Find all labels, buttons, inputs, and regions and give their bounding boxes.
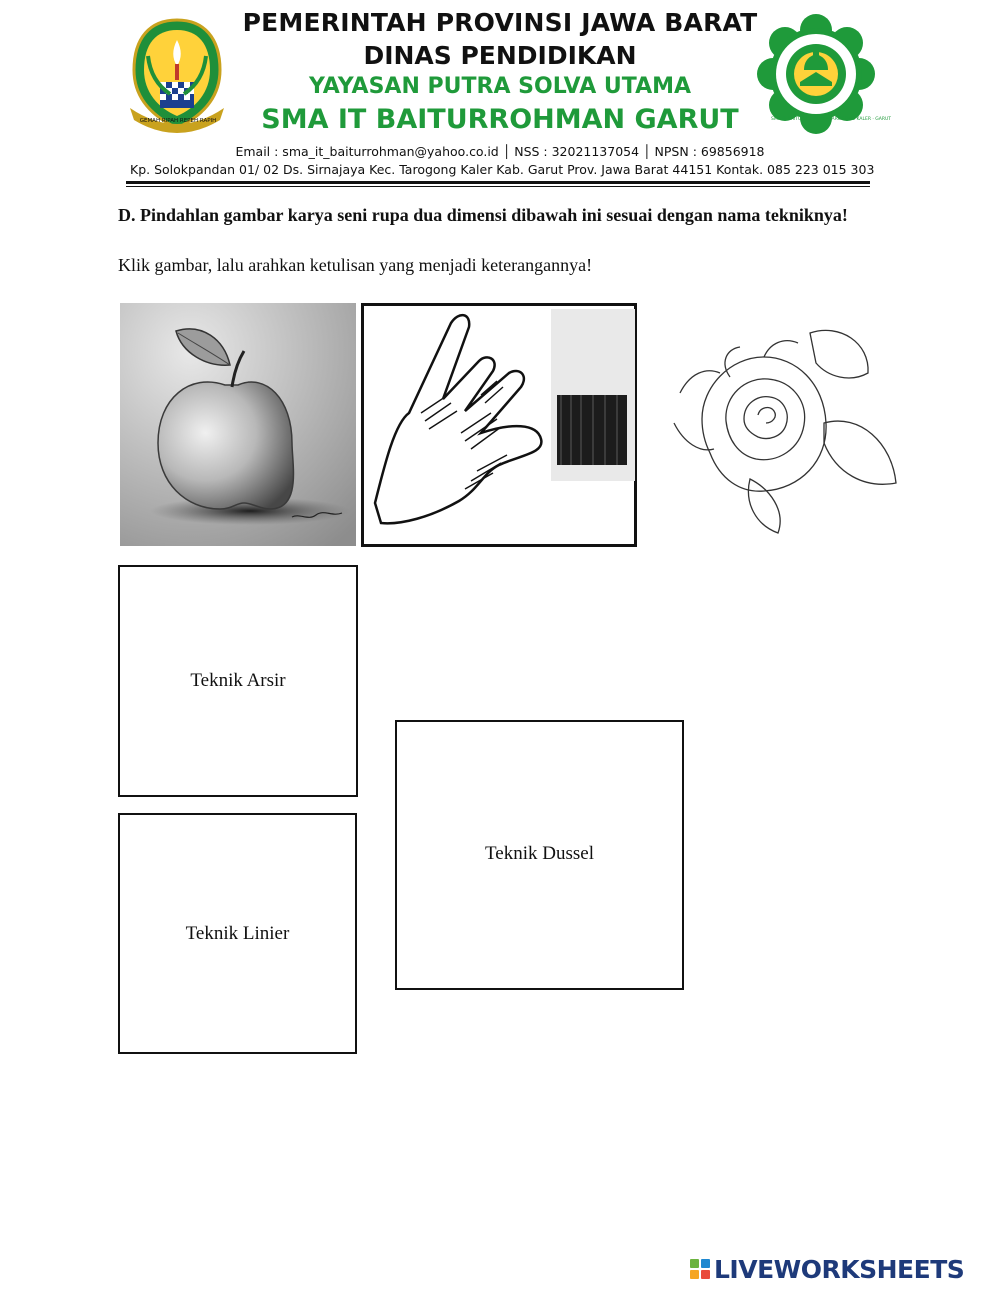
rose-line-image[interactable]: [660, 303, 904, 541]
letterhead-foundation: YAYASAN PUTRA SOLVA UTAMA: [308, 74, 692, 99]
letterhead-department: DINAS PENDIDIKAN: [363, 41, 637, 70]
liveworksheets-blocks-icon: [690, 1259, 710, 1279]
right-logo: [757, 14, 891, 134]
liveworksheets-wordmark: LIVEWORKSHEETS: [714, 1254, 965, 1284]
letterhead-rule-thin: [126, 186, 870, 187]
letterhead-school-name: SMA IT BAITURROHMAN GARUT: [261, 104, 739, 135]
right-logo-text: SMA IT BAITURROHMAN · TAROGONG KALER · GARUT: [771, 117, 891, 122]
left-logo-motto: GEMAH RIPAH REPEH RAPIH: [139, 118, 217, 124]
letterhead-contact: Email : sma_it_baiturrohman@yahoo.co.id │ NSS : 32021137054 │ NPSN : 69856918: [235, 144, 765, 159]
letterhead-address: Kp. Solokpandan 01/ 02 Ds. Sirnajaya Kec. Tarogong Kaler Kab. Garut Prov. Jawa Barat 44151 Kontak. 085 223 015 303: [130, 162, 875, 177]
hand-hatching-image[interactable]: [361, 303, 637, 547]
answer-label-dussel: Teknik Dussel: [485, 843, 594, 864]
answer-label-linier: Teknik Linier: [185, 922, 290, 944]
answer-box-dussel[interactable]: [395, 720, 684, 990]
answer-label-arsir: Teknik Arsir: [190, 670, 286, 691]
question-title: D. Pindahlan gambar karya seni rupa dua dimensi dibawah ini sesuai dengan nama tekniknya!: [118, 205, 848, 225]
apple-sketch-image[interactable]: [120, 303, 356, 546]
letterhead-government: PEMERINTAH PROVINSI JAWA BARAT: [242, 8, 758, 37]
left-logo: [126, 16, 228, 134]
answer-box-arsir[interactable]: [118, 565, 358, 797]
liveworksheets-logo[interactable]: [690, 1251, 990, 1287]
letterhead-rule-thick: [126, 181, 870, 184]
answer-box-linier[interactable]: [118, 813, 357, 1054]
question-instruction: Klik gambar, lalu arahkan ketulisan yang menjadi keterangannya!: [118, 255, 593, 275]
